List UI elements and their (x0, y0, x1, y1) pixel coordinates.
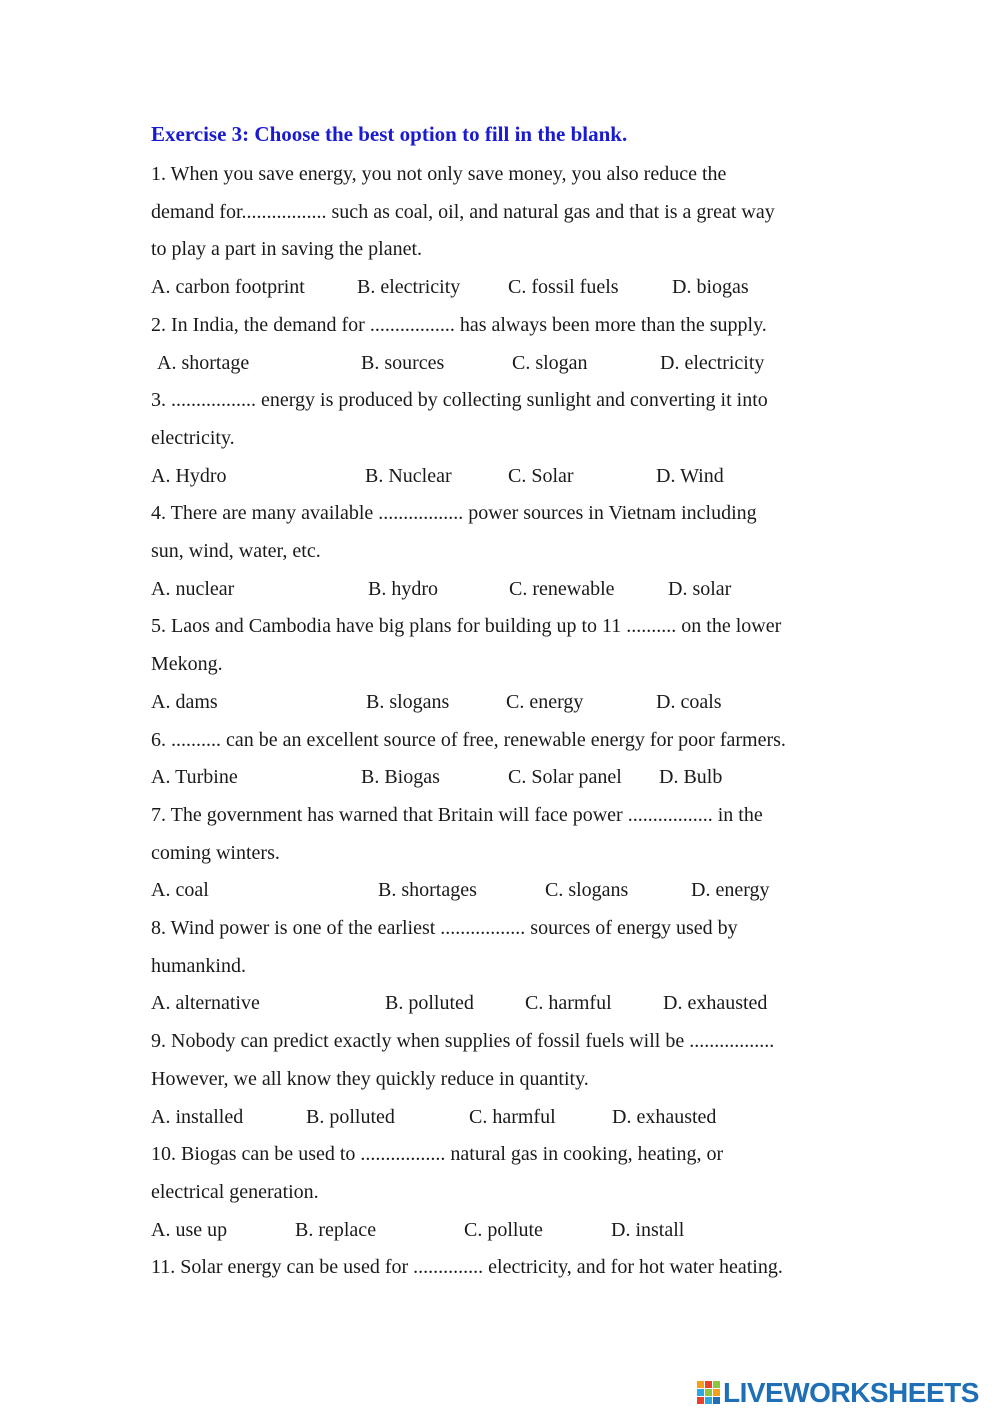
answer-option[interactable]: C. slogan (512, 351, 588, 374)
answer-option[interactable]: D. solar (668, 577, 732, 600)
liveworksheets-logo-icon (697, 1381, 721, 1405)
answer-option[interactable]: B. shortages (378, 879, 477, 902)
question-text-line: humankind. (151, 954, 246, 977)
answer-option[interactable]: B. polluted (385, 992, 474, 1015)
answer-option[interactable]: B. sources (361, 351, 445, 374)
answer-option[interactable]: B. Nuclear (365, 464, 452, 487)
question-text-line: 6. .......... can be an excellent source of free, renewable energy for poor farmers. (151, 728, 786, 751)
answer-option[interactable]: C. Solar (508, 464, 574, 487)
question-text-line: 9. Nobody can predict exactly when supplies of fossil fuels will be ................. (151, 1030, 775, 1053)
answer-option[interactable]: C. harmful (469, 1105, 556, 1128)
answer-option[interactable]: A. Turbine (151, 766, 238, 789)
question-text-line: However, we all know they quickly reduce in quantity. (151, 1067, 589, 1090)
question-text-line: 1. When you save energy, you not only save money, you also reduce the (151, 163, 727, 185)
answer-option[interactable]: A. shortage (157, 351, 250, 374)
answer-option[interactable]: A. use up (151, 1218, 228, 1241)
liveworksheets-logo (697, 1378, 993, 1408)
answer-option[interactable]: A. installed (151, 1105, 244, 1128)
answer-option[interactable]: D. exhausted (663, 992, 768, 1015)
question-text-line: 7. The government has warned that Britain will face power ................. in the (151, 803, 763, 826)
question-text-line: 4. There are many available ................. power sources in Vietnam including (151, 502, 757, 525)
answer-option[interactable]: D. install (611, 1218, 685, 1241)
answer-option[interactable]: A. nuclear (151, 577, 235, 600)
answer-option[interactable]: C. slogans (545, 879, 629, 902)
answer-option[interactable]: B. Biogas (361, 766, 440, 789)
logo-text: LIVEWORKSHEETS (723, 1377, 979, 1408)
question-text-line: demand for................. such as coal, oil, and natural gas and that is a great way (151, 200, 775, 223)
answer-option[interactable]: D. energy (691, 879, 770, 902)
answer-option[interactable]: B. replace (295, 1218, 377, 1241)
answer-option[interactable]: A. Hydro (151, 464, 227, 487)
question-text-line: electricity. (151, 426, 235, 449)
question-text-line: Mekong. (151, 653, 223, 676)
question-text-line: coming winters. (151, 841, 280, 864)
answer-option[interactable]: B. slogans (366, 690, 450, 713)
question-text-line: 2. In India, the demand for ................. has always been more than the supply. (151, 313, 767, 336)
answer-option[interactable]: A. coal (151, 879, 209, 902)
exercise-title: Exercise 3: Choose the best option to fill in the blank. (151, 122, 628, 146)
answer-option[interactable]: A. carbon footprint (151, 276, 305, 299)
question-text-line: 8. Wind power is one of the earliest ................. sources of energy used by (151, 917, 738, 939)
answer-option[interactable]: C. energy (506, 690, 584, 713)
answer-option[interactable]: A. alternative (151, 992, 260, 1015)
answer-option[interactable]: B. electricity (357, 276, 461, 299)
answer-option[interactable]: C. renewable (509, 577, 615, 600)
answer-option[interactable]: C. fossil fuels (508, 276, 619, 299)
question-text-line: to play a part in saving the planet. (151, 238, 423, 261)
answer-option[interactable]: D. Wind (656, 464, 724, 487)
answer-option[interactable]: C. pollute (464, 1218, 543, 1241)
answer-option[interactable]: C. Solar panel (508, 766, 622, 789)
answer-option[interactable]: D. electricity (660, 351, 765, 374)
question-text-line: 10. Biogas can be used to ................. natural gas in cooking, heating, or (151, 1143, 724, 1166)
answer-option[interactable]: D. exhausted (612, 1105, 717, 1128)
answer-option[interactable]: B. hydro (368, 577, 438, 600)
answer-option[interactable]: D. coals (656, 690, 722, 713)
question-text-line: 3. ................. energy is produced by collecting sunlight and converting it into (151, 389, 768, 412)
answer-option[interactable]: C. harmful (525, 992, 612, 1015)
question-text-line: 5. Laos and Cambodia have big plans for building up to 11 .......... on the lower (151, 615, 782, 638)
question-text-line: sun, wind, water, etc. (151, 540, 321, 562)
question-text-line: electrical generation. (151, 1180, 319, 1203)
question-text-line: 11. Solar energy can be used for .............. electricity, and for hot water heating. (151, 1256, 783, 1279)
answer-option[interactable]: D. biogas (672, 276, 749, 299)
answer-option[interactable]: B. polluted (306, 1105, 395, 1128)
answer-option[interactable]: A. dams (151, 690, 218, 713)
answer-option[interactable]: D. Bulb (659, 766, 723, 789)
